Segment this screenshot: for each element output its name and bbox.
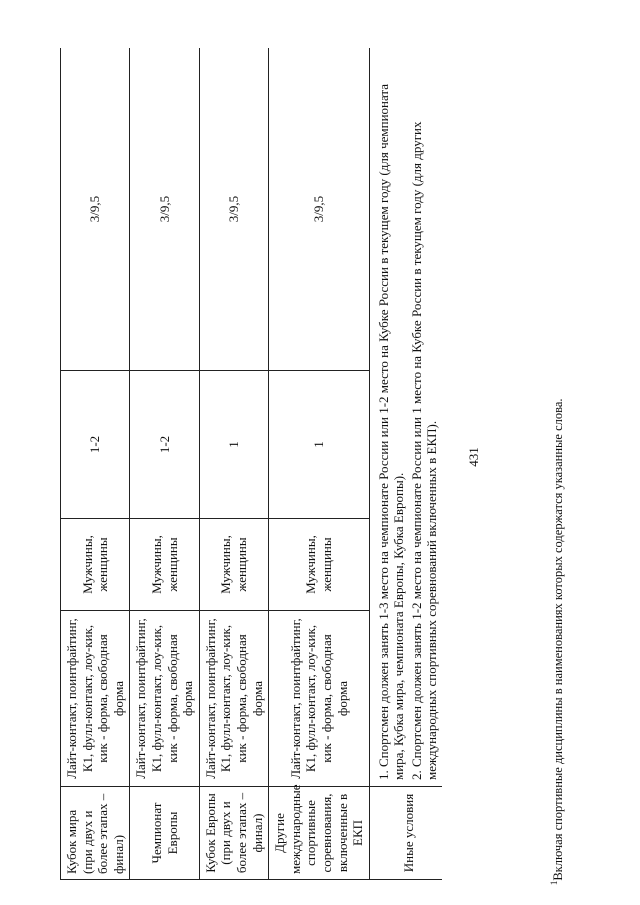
disciplines-cell: Лайт-контакт, поинтфайтинг, К1, фулл-контакт, лоу-кик, кик - форма, свободная форма bbox=[61, 611, 130, 787]
competition-cell: Кубок мира (при двух и более этапах – финал) bbox=[61, 787, 130, 880]
competition-cell: Другие международные спортивные соревнования, включенные в ЕКП bbox=[269, 787, 370, 880]
gender-cell: Мужчины, женщины bbox=[199, 519, 268, 611]
other-conditions-label: Иные условия bbox=[369, 787, 442, 880]
disciplines-cell: Лайт-контакт, поинтфайтинг, К1, фулл-контакт, лоу-кик, кик - форма, свободная форма bbox=[130, 611, 199, 787]
gender-cell: Мужчины, женщины bbox=[61, 519, 130, 611]
table-row bbox=[269, 48, 370, 880]
table-row bbox=[130, 48, 199, 880]
places-cell: 1-2 bbox=[61, 371, 130, 519]
condition-item: 2. Спортсмен должен занять 1-2 место на чемпионате России или 1 место на Кубке России в текущем году (для других международных спортивных соревнований включенных в ЕКП). bbox=[408, 121, 440, 780]
condition-item: 1. Спортсмен должен занять 1-3 место на чемпионате России или 1-2 место на Кубке России в текущем году (для чемпионата мира, Кубка мира, чемпионата Европы, Кубка Европы). bbox=[375, 83, 407, 780]
page-number: 431 bbox=[466, 447, 481, 467]
value-cell: 3/9,5 bbox=[269, 48, 370, 371]
gender-cell: Мужчины, женщины bbox=[269, 519, 370, 611]
places-cell: 1-2 bbox=[130, 371, 199, 519]
value-cell: 3/9,5 bbox=[130, 48, 199, 371]
table-row bbox=[61, 48, 130, 880]
gender-cell: Мужчины, женщины bbox=[130, 519, 199, 611]
norms-table bbox=[60, 48, 442, 880]
disciplines-cell: Лайт-контакт, поинтфайтинг, К1, фулл-контакт, лоу-кик, кик - форма, свободная форма bbox=[199, 611, 268, 787]
other-conditions-text bbox=[369, 48, 442, 787]
footnote-text: Включая спортивные дисциплины в наименованиях которых содержатся указанные слова. bbox=[551, 398, 565, 881]
footnote bbox=[548, 285, 570, 885]
rotated-table-area bbox=[60, 48, 442, 880]
competition-cell: Чемпионат Европы bbox=[130, 787, 199, 880]
other-conditions-row bbox=[369, 48, 442, 880]
value-cell: 3/9,5 bbox=[61, 48, 130, 371]
footnote-marker: 1 bbox=[548, 880, 559, 885]
places-cell: 1 bbox=[269, 371, 370, 519]
disciplines-cell: Лайт-контакт, поинтфайтинг, К1, фулл-контакт, лоу-кик, кик - форма, свободная форма bbox=[269, 611, 370, 787]
places-cell: 1 bbox=[199, 371, 268, 519]
competition-cell: Кубок Европы (при двух и более этапах – финал) bbox=[199, 787, 268, 880]
table-row bbox=[199, 48, 268, 880]
value-cell: 3/9,5 bbox=[199, 48, 268, 371]
